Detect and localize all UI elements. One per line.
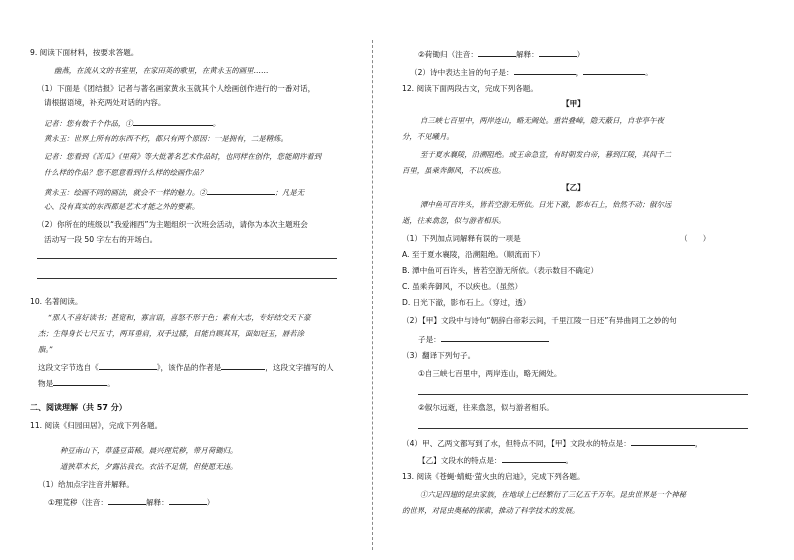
q9-title: 9. 阅读下面材料，按要求答题。 (30, 48, 139, 57)
yi-water-blank[interactable] (502, 454, 566, 463)
q9-quote: 幽燕，在流从文的书室里，在家田英的歌里，在黄永玉的画里…… (54, 66, 269, 75)
q12-sub4-line2: 【乙】文段水的特点是： 。 (418, 456, 574, 465)
book-title-blank[interactable] (99, 361, 157, 370)
jia-line4: 百里，虽乘奔御风，不以疾也。 (402, 166, 506, 175)
q11-item1: ①理荒秽（注音： 解释： ） (48, 498, 215, 507)
jia-water-blank[interactable] (631, 437, 695, 446)
translate-2: ②俶尔远逝，往来翕忽，似与游者相乐。 (418, 403, 554, 412)
q11-title: 11. 阅读《归园田居》，完成下列各题。 (30, 421, 163, 430)
sentence-blank[interactable] (441, 333, 549, 342)
q9-part2-line1: （2）你所在的班级以“我爱湘西”为主题组织一次班会活动，请你为本次主题班会 (37, 220, 308, 229)
q10-quote-line3: 脂。” (38, 345, 53, 354)
answer-blank-1[interactable] (133, 117, 213, 126)
option-c[interactable]: C. 虽乘奔御风，不以疾也。（虽然） (402, 282, 523, 291)
q13-title: 13. 阅读《苍蝇·蜻蜓·萤火虫的启迪》，完成下列各题。 (402, 472, 585, 481)
answer-paren[interactable]: （ ） (680, 234, 711, 243)
q10-fill-line2: 物是 。 (38, 379, 115, 388)
theme-blank-2[interactable] (583, 66, 645, 75)
answer-blank-2[interactable] (207, 186, 275, 195)
q9-dialog-5: 心、没有真实的东西都是艺术才能之外的要素。 (44, 202, 200, 211)
jia-line3: 至于夏水襄陵，沿溯阻绝。或王命急宣，有时朝发白帝，暮到江陵，其间千二 (420, 150, 672, 159)
q9-dialog-3-line1: 记者：您看到《苦瓜》《里荷》等大批著名艺术作品时，也同样在创作，您能期许着到 (44, 152, 322, 161)
option-d[interactable]: D. 日光下澈，影布石上。（穿过，透） (402, 298, 531, 307)
q9-dialog-2: 黄永玉：世界上所有的东西不朽，都只有两个原因：一是拥有，二是精炼。 (44, 134, 288, 143)
writing-line-2[interactable] (37, 278, 337, 279)
jia-line2: 分，不见曦月。 (402, 132, 454, 141)
q12-sub2-line1: （2）【甲】文段中与诗句“朝辞白帝彩云间，千里江陵一日还”有异曲同工之妙的句 (402, 316, 677, 325)
option-b[interactable]: B. 潭中鱼可百许头，皆若空游无所依。（表示数目不确定） (402, 266, 599, 275)
author-blank[interactable] (221, 361, 265, 370)
q9-part1-line1: （1）下面是《团结报》记者与著名画家黄永玉就其个人绘画创作进行的一番对话， (37, 84, 316, 93)
q10-quote-line1: “那人不喜好读书；甚宽和，寡言语，喜怒不形于色；素有大志，专好结交天下豪 (48, 313, 311, 322)
q13-line2: 的世界，对昆虫奥秘的探索，推动了科学技术的发展。 (402, 506, 580, 515)
q11-sub2: （2）诗中表达主旨的句子是： ， 。 (410, 68, 653, 77)
q9-dialog-1: 记者：您有数千个作品，① 。 (44, 119, 221, 128)
q12-sub3: （3）翻译下列句子。 (402, 351, 476, 360)
q10-fill-line1: 这段文字节选自《 》，该作品的作者是 ，这段文字描写的人 (38, 363, 334, 372)
passage-jia-heading: 【甲】 (562, 99, 585, 108)
meaning-blank-1[interactable] (169, 496, 207, 505)
right-column (380, 0, 794, 560)
yi-line2: 逝，往来翕忽，似与游者相乐。 (402, 216, 506, 225)
writing-line-1[interactable] (37, 258, 337, 259)
translate-line-2[interactable] (418, 428, 748, 429)
q11-poem-line1: 种豆南山下，草盛豆苗稀。晨兴理荒秽，带月荷锄归。 (60, 446, 238, 455)
column-divider (372, 40, 373, 550)
q11-item2: ②荷锄归（注音： 解释： ） (418, 50, 585, 59)
jia-line1: 自三峡七百里中，两岸连山，略无阙处。重岩叠嶂，隐天蔽日，自非亭午夜 (420, 116, 664, 125)
option-a[interactable]: A. 至于夏水襄陵，沿溯阻绝。（顺流而下） (402, 250, 545, 259)
q11-poem-line2: 道狭草木长，夕露沾我衣。衣沾不足惜，但使愿无违。 (60, 462, 238, 471)
passage-yi-heading: 【乙】 (562, 183, 585, 192)
q9-dialog-4: 黄永玉：绘画不同的画法，就会不一样的魅力。② ；凡是无 (44, 188, 305, 197)
theme-blank-1[interactable] (514, 66, 576, 75)
q9-part1-line2: 请根据语境，补充两处对话的内容。 (44, 98, 166, 107)
q10-title: 10. 名著阅读。 (30, 297, 83, 306)
section-2-heading: 二、阅读理解（共 57 分） (30, 403, 127, 412)
translate-line-1[interactable] (418, 394, 748, 395)
pinyin-blank-2[interactable] (478, 48, 516, 57)
character-blank[interactable] (53, 377, 107, 386)
q9-dialog-3-line2: 什么样的作品？您不愿意看到什么样的绘画作品？ (44, 168, 207, 177)
q9-part2-line2: 活动写一段 50 字左右的开场白。 (44, 235, 158, 244)
meaning-blank-2[interactable] (539, 48, 577, 57)
q11-sub1: （1）给加点字注音并解释。 (38, 480, 134, 489)
q12-title: 12. 阅读下面两段古文，完成下列各题。 (402, 84, 538, 93)
translate-1: ①自三峡七百里中，两岸连山，略无阙处。 (418, 369, 562, 378)
yi-line1: 潭中鱼可百许头，皆若空游无所依。日光下澈，影布石上，佁然不动；俶尔远 (420, 200, 672, 209)
q10-quote-line2: 杰；生得身长七尺五寸，两耳垂肩，双手过膝，目能自顾其耳，面如冠玉，唇若涂 (38, 329, 305, 338)
left-column (0, 0, 372, 560)
pinyin-blank-1[interactable] (108, 496, 146, 505)
q12-sub2-line2: 子是： (418, 333, 549, 345)
q12-sub4: （4）甲、乙两文都写到了水，但特点不同，【甲】文段水的特点是： ， (402, 439, 703, 448)
q12-sub1: （1）下列加点词解释有误的一项是 (402, 234, 521, 243)
q13-line1: ①六足四翅的昆虫家族，在地球上已经繁衍了三亿五千万年。昆虫世界是一个神秘 (420, 490, 687, 499)
